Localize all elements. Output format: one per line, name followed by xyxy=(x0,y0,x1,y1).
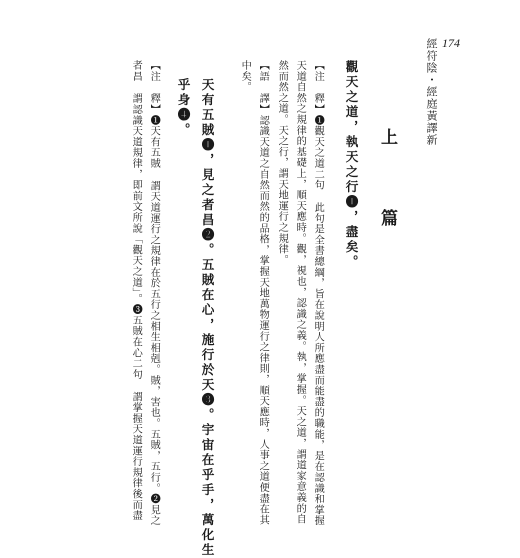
note-2-col-2: 者昌 謂認識天道規律，即前文所說「觀天之道」。❸五賊在心二句 謂掌握天道運行規律後而盡 xyxy=(130,60,142,521)
section-title: 上 篇 xyxy=(377,128,397,248)
note-1-col-2: 天道自然之規律的基礎上，順天應時。觀，視也，認識之義。執，掌握。天之道，謂道家意義的自 xyxy=(294,60,306,525)
classic-text-1: 觀天之道，執天之行❶，盡矣。 xyxy=(343,60,359,270)
translation-1-col-1: 【語 譯】認識天道之自然而然的品格，掌握天地萬物運行之律則，順天應時，人事之道便盡在其 xyxy=(257,60,269,526)
classic-text-2-col-1: 天有五賊❶，見之者昌❷。五賊在心，施行於天❸。宇宙在乎手，萬化生 xyxy=(199,78,215,558)
translation-1-col-2: 中矣。 xyxy=(239,60,251,93)
note-2-col-1: 【注 釋】❶天有五賊 謂天道運行之規律在於五行之相生相剋。賊，害也。五賊，五行。❷見之 xyxy=(148,60,160,526)
running-header: 經符陰・經庭黃譯新 xyxy=(425,38,438,146)
note-1-col-3: 然而然之道。天之行，謂天地運行之規律。 xyxy=(276,60,288,266)
note-1-col-1: 【注 釋】❶觀天之道二句 此句是全書總綱，旨在說明人所應盡而能盡的職能，是在認識和掌握 xyxy=(312,60,324,526)
page-number: 174 xyxy=(442,36,460,50)
classic-text-2-col-2: 乎身❹。 xyxy=(175,78,191,138)
